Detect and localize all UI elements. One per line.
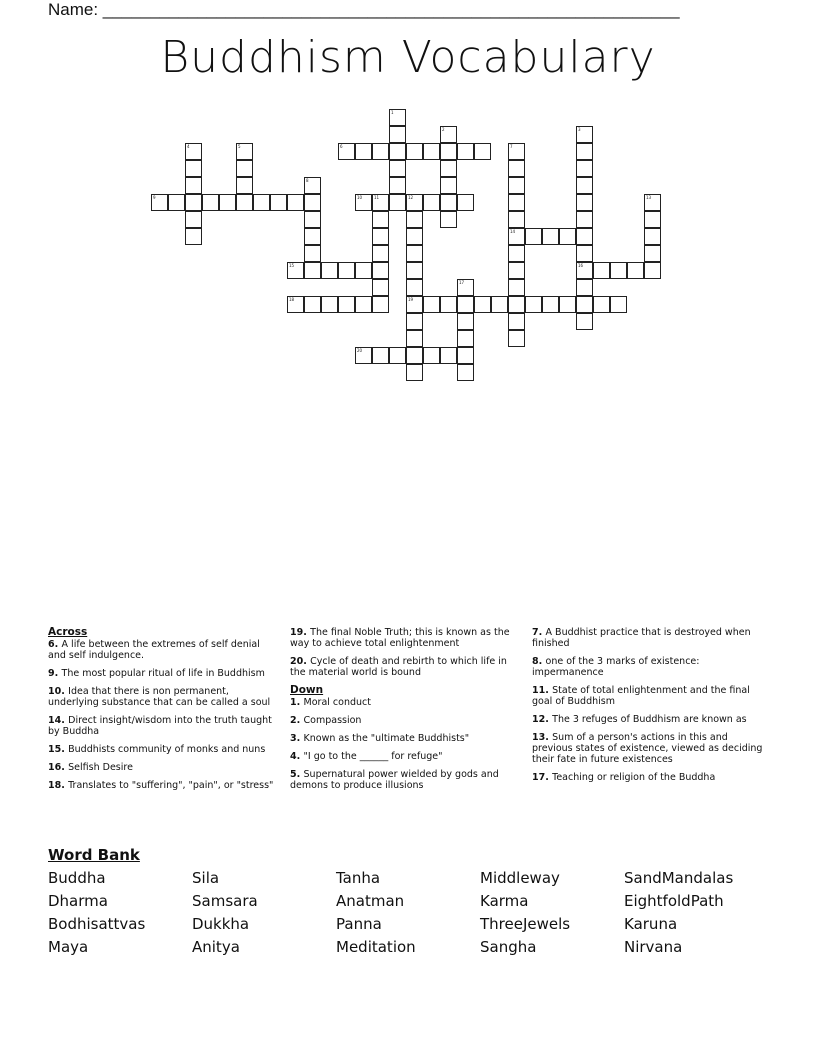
clue-number: 2	[442, 127, 445, 132]
clue-text: The final Noble Truth; this is known as the way to achieve total enlightenment	[290, 627, 510, 649]
down-clue	[290, 751, 522, 762]
crossword-cell[interactable]	[389, 194, 406, 211]
crossword-cell[interactable]	[508, 279, 525, 296]
word-bank-item: Tanha	[336, 869, 381, 887]
clue-text: Buddhists community of monks and nuns	[68, 744, 266, 755]
crossword-cell[interactable]	[304, 296, 321, 313]
crossword-cell[interactable]	[236, 194, 253, 211]
crossword-cell[interactable]	[304, 194, 321, 211]
down-clue	[532, 656, 764, 678]
word-bank-item: Bodhisattvas	[48, 915, 146, 933]
clue-number: 4	[187, 144, 190, 149]
crossword-cell[interactable]	[576, 296, 593, 313]
crossword-cell[interactable]	[287, 262, 304, 279]
crossword-cell[interactable]	[406, 262, 423, 279]
crossword-cell[interactable]	[423, 143, 440, 160]
crossword-cell[interactable]	[287, 194, 304, 211]
down-clue	[290, 697, 522, 708]
clue-text: Direct insight/wisdom into the truth taught by Buddha	[48, 715, 272, 737]
crossword-cell[interactable]	[355, 262, 372, 279]
clue-number-label: 9.	[48, 668, 62, 679]
word-bank-item: Panna	[336, 915, 382, 933]
clue-number-label: 2.	[290, 715, 304, 726]
crossword-cell[interactable]	[406, 296, 423, 313]
crossword-cell[interactable]	[304, 228, 321, 245]
clue-number-label: 14.	[48, 715, 69, 726]
crossword-cell[interactable]	[253, 194, 270, 211]
crossword-cell[interactable]	[525, 296, 542, 313]
crossword-cell[interactable]	[372, 262, 389, 279]
across-clue	[48, 762, 280, 773]
crossword-cell[interactable]	[440, 160, 457, 177]
clue-text: Selfish Desire	[68, 762, 133, 773]
crossword-cell[interactable]	[508, 143, 525, 160]
down-clue	[532, 772, 764, 783]
across-clue	[48, 744, 280, 755]
clue-number-label: 12.	[532, 714, 553, 725]
crossword-cell[interactable]	[576, 194, 593, 211]
crossword-cell[interactable]	[576, 262, 593, 279]
crossword-cell[interactable]	[440, 296, 457, 313]
crossword-cell[interactable]	[202, 194, 219, 211]
crossword-cell[interactable]	[236, 177, 253, 194]
word-bank-item: SandMandalas	[624, 869, 734, 887]
crossword-cell[interactable]	[304, 245, 321, 262]
crossword-cell[interactable]	[508, 330, 525, 347]
clue-text: Cycle of death and rebirth to which life in the material world is bound	[290, 656, 507, 678]
crossword-cell[interactable]	[457, 194, 474, 211]
down-clue	[532, 732, 764, 765]
crossword-cell[interactable]	[372, 296, 389, 313]
crossword-cell[interactable]	[372, 194, 389, 211]
crossword-cell[interactable]	[508, 228, 525, 245]
clue-number: 9	[153, 195, 156, 200]
crossword-cell[interactable]	[576, 279, 593, 296]
crossword-cell[interactable]	[576, 143, 593, 160]
crossword-cell[interactable]	[474, 143, 491, 160]
clue-text: The most popular ritual of life in Buddhism	[61, 668, 265, 679]
clue-text: State of total enlightenment and the final goal of Buddhism	[532, 685, 750, 707]
crossword-cell[interactable]	[440, 194, 457, 211]
down-clue	[290, 769, 522, 791]
clue-column-2	[290, 627, 522, 798]
crossword-cell[interactable]	[508, 194, 525, 211]
across-heading: Across	[48, 626, 88, 638]
down-clue	[532, 714, 764, 725]
clue-text: The 3 refuges of Buddhism are known as	[552, 714, 747, 725]
crossword-cell[interactable]	[372, 347, 389, 364]
clue-number-label: 11.	[532, 685, 553, 696]
clue-text: A Buddhist practice that is destroyed when finished	[532, 627, 751, 649]
crossword-cell[interactable]	[457, 313, 474, 330]
crossword-cell[interactable]	[593, 262, 610, 279]
crossword-cell[interactable]	[338, 296, 355, 313]
down-clue	[290, 733, 522, 744]
crossword-cell[interactable]	[508, 262, 525, 279]
clue-number: 1	[391, 110, 394, 115]
crossword-cell[interactable]	[406, 228, 423, 245]
crossword-cell[interactable]	[576, 160, 593, 177]
crossword-cell[interactable]	[406, 194, 423, 211]
crossword-cell[interactable]	[406, 313, 423, 330]
clue-text: Idea that there is non permanent, underlying substance that can be called a soul	[48, 686, 271, 708]
crossword-cell[interactable]	[389, 126, 406, 143]
crossword-cell[interactable]	[440, 126, 457, 143]
clue-number-label: 17.	[532, 772, 553, 783]
word-bank-item: Sila	[192, 869, 220, 887]
crossword-cell[interactable]	[559, 296, 576, 313]
word-bank-item: Anitya	[192, 938, 240, 956]
clue-text: Known as the "ultimate Buddhists"	[303, 733, 470, 744]
crossword-cell[interactable]	[338, 262, 355, 279]
name-field[interactable]: Name: _____________________________________________________________	[48, 0, 680, 19]
word-bank-item: Karma	[480, 892, 529, 910]
clue-number-label: 19.	[290, 627, 311, 638]
clue-number: 13	[646, 195, 652, 200]
crossword-cell[interactable]	[644, 245, 661, 262]
clue-number-label: 10.	[48, 686, 69, 697]
crossword-cell[interactable]	[576, 177, 593, 194]
crossword-cell[interactable]	[372, 211, 389, 228]
crossword-cell[interactable]	[525, 228, 542, 245]
down-heading: Down	[290, 684, 324, 696]
clue-text: Supernatural power wielded by gods and demons to produce illusions	[290, 769, 499, 791]
across-clue	[48, 668, 280, 679]
crossword-cell[interactable]	[627, 262, 644, 279]
word-bank	[48, 869, 768, 961]
crossword-cell[interactable]	[406, 330, 423, 347]
crossword-cell[interactable]	[389, 177, 406, 194]
crossword-cell[interactable]	[304, 211, 321, 228]
crossword-cell[interactable]	[559, 228, 576, 245]
clue-number-label: 6.	[48, 639, 62, 650]
clue-number: 3	[578, 127, 581, 132]
crossword-cell[interactable]	[185, 177, 202, 194]
across-clue	[48, 686, 280, 708]
crossword-cell[interactable]	[355, 347, 372, 364]
clue-number: 18	[289, 297, 295, 302]
across-clue	[290, 627, 522, 649]
crossword-cell[interactable]	[644, 262, 661, 279]
crossword-cell[interactable]	[406, 245, 423, 262]
down-clue	[532, 685, 764, 707]
clue-number: 16	[578, 263, 584, 268]
word-bank-item: EightfoldPath	[624, 892, 724, 910]
crossword-cell[interactable]	[508, 245, 525, 262]
word-bank-item: Buddha	[48, 869, 106, 887]
across-clue	[48, 780, 280, 791]
crossword-cell[interactable]	[406, 211, 423, 228]
clue-number-label: 3.	[290, 733, 304, 744]
word-bank-item: Meditation	[336, 938, 416, 956]
clue-number: 12	[408, 195, 414, 200]
crossword-cell[interactable]	[440, 177, 457, 194]
crossword-cell[interactable]	[576, 228, 593, 245]
crossword-cell[interactable]	[423, 296, 440, 313]
across-clue	[48, 639, 280, 661]
crossword-cell[interactable]	[389, 160, 406, 177]
crossword-cell[interactable]	[372, 228, 389, 245]
crossword-cell[interactable]	[287, 296, 304, 313]
crossword-cell[interactable]	[576, 313, 593, 330]
clue-number-label: 1.	[290, 697, 304, 708]
crossword-cell[interactable]	[151, 194, 168, 211]
crossword-cell[interactable]	[542, 228, 559, 245]
across-clue	[48, 715, 280, 737]
clue-text: "I go to the ______ for refuge"	[303, 751, 443, 762]
crossword-cell[interactable]	[168, 194, 185, 211]
crossword-cell[interactable]	[457, 347, 474, 364]
crossword-cell[interactable]	[355, 143, 372, 160]
crossword-cell[interactable]	[440, 347, 457, 364]
clue-column-1	[48, 627, 280, 798]
clue-number: 20	[357, 348, 363, 353]
crossword-cell[interactable]	[508, 313, 525, 330]
clue-number-label: 4.	[290, 751, 304, 762]
crossword-cell[interactable]	[576, 126, 593, 143]
crossword-cell[interactable]	[610, 262, 627, 279]
clue-text: Compassion	[303, 715, 362, 726]
clue-number: 11	[374, 195, 380, 200]
word-bank-item: Sangha	[480, 938, 537, 956]
crossword-cell[interactable]	[457, 330, 474, 347]
clue-number-label: 5.	[290, 769, 304, 780]
crossword-cell[interactable]	[406, 279, 423, 296]
crossword-cell[interactable]	[644, 194, 661, 211]
clue-number: 8	[306, 178, 309, 183]
word-bank-item: Dharma	[48, 892, 108, 910]
word-bank-item: Dukkha	[192, 915, 250, 933]
clue-number-label: 7.	[532, 627, 546, 638]
crossword-cell[interactable]	[491, 296, 508, 313]
crossword-cell[interactable]	[304, 177, 321, 194]
clue-number: 15	[289, 263, 295, 268]
crossword-cell[interactable]	[576, 211, 593, 228]
clue-number-label: 16.	[48, 762, 69, 773]
down-clue	[290, 715, 522, 726]
crossword-cell[interactable]	[372, 143, 389, 160]
crossword-cell[interactable]	[406, 143, 423, 160]
crossword-cell[interactable]	[389, 347, 406, 364]
page-title: Buddhism Vocabulary	[160, 32, 656, 83]
crossword-cell[interactable]	[236, 160, 253, 177]
crossword-cell[interactable]	[185, 228, 202, 245]
crossword-cell[interactable]	[389, 109, 406, 126]
word-bank-item: Samsara	[192, 892, 258, 910]
crossword-cell[interactable]	[321, 296, 338, 313]
word-bank-item: Middleway	[480, 869, 560, 887]
crossword-cell[interactable]	[185, 143, 202, 160]
crossword-cell[interactable]	[321, 262, 338, 279]
crossword-grid[interactable]	[0, 0, 816, 400]
crossword-cell[interactable]	[185, 194, 202, 211]
crossword-cell[interactable]	[219, 194, 236, 211]
clue-number: 6	[340, 144, 343, 149]
clue-text: A life between the extremes of self denial and self indulgence.	[48, 639, 260, 661]
crossword-cell[interactable]	[644, 211, 661, 228]
crossword-cell[interactable]	[610, 296, 627, 313]
word-bank-item: Karuna	[624, 915, 678, 933]
clue-number-label: 8.	[532, 656, 546, 667]
clue-number-label: 13.	[532, 732, 553, 743]
crossword-cell[interactable]	[406, 347, 423, 364]
crossword-cell[interactable]	[508, 177, 525, 194]
clue-number: 7	[510, 144, 513, 149]
clue-number: 5	[238, 144, 241, 149]
crossword-cell[interactable]	[389, 143, 406, 160]
clue-text: Translates to "suffering", "pain", or "stress"	[68, 780, 274, 791]
clue-number: 19	[408, 297, 414, 302]
crossword-cell[interactable]	[440, 211, 457, 228]
crossword-cell[interactable]	[372, 279, 389, 296]
word-bank-item: Nirvana	[624, 938, 683, 956]
crossword-cell[interactable]	[644, 228, 661, 245]
crossword-cell[interactable]	[508, 160, 525, 177]
crossword-cell[interactable]	[457, 364, 474, 381]
clue-number-label: 15.	[48, 744, 69, 755]
crossword-cell[interactable]	[457, 279, 474, 296]
crossword-cell[interactable]	[542, 296, 559, 313]
crossword-cell[interactable]	[270, 194, 287, 211]
word-bank-item: Maya	[48, 938, 89, 956]
clue-column-3	[532, 627, 764, 790]
clue-number-label: 18.	[48, 780, 69, 791]
word-bank-title: Word Bank	[48, 846, 140, 864]
clue-number: 14	[510, 229, 516, 234]
clue-text: Teaching or religion of the Buddha	[552, 772, 716, 783]
crossword-cell[interactable]	[355, 296, 372, 313]
crossword-cell[interactable]	[423, 347, 440, 364]
crossword-cell[interactable]	[304, 262, 321, 279]
clue-text: one of the 3 marks of existence: impermanence	[532, 656, 700, 678]
crossword-cell[interactable]	[355, 194, 372, 211]
word-bank-item: ThreeJewels	[480, 915, 571, 933]
crossword-cell[interactable]	[236, 143, 253, 160]
crossword-cell[interactable]	[406, 364, 423, 381]
clue-text: Sum of a person's actions in this and previous states of existence, viewed as deciding their fate in future existences	[532, 732, 763, 765]
clue-text: Moral conduct	[303, 697, 371, 708]
across-clue	[290, 656, 522, 678]
crossword-cell[interactable]	[593, 296, 610, 313]
crossword-cell[interactable]	[457, 296, 474, 313]
crossword-cell[interactable]	[185, 160, 202, 177]
crossword-cell[interactable]	[185, 211, 202, 228]
crossword-cell[interactable]	[576, 245, 593, 262]
crossword-cell[interactable]	[372, 245, 389, 262]
down-clue	[532, 627, 764, 649]
word-bank-item: Anatman	[336, 892, 405, 910]
crossword-cell[interactable]	[508, 296, 525, 313]
clue-number: 10	[357, 195, 363, 200]
clue-number-label: 20.	[290, 656, 311, 667]
crossword-cell[interactable]	[338, 143, 355, 160]
crossword-cell[interactable]	[508, 211, 525, 228]
clue-number: 17	[459, 280, 465, 285]
crossword-cell[interactable]	[440, 143, 457, 160]
crossword-cell[interactable]	[474, 296, 491, 313]
crossword-cell[interactable]	[423, 194, 440, 211]
crossword-cell[interactable]	[457, 143, 474, 160]
